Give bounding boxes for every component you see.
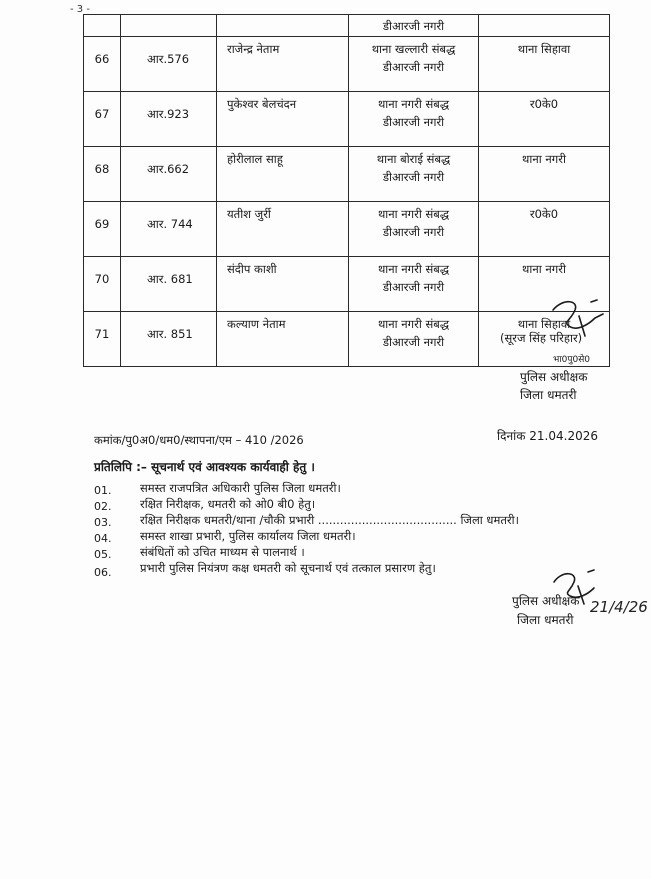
footer-designation: पुलिस अधीक्षक	[512, 594, 580, 608]
order-date: दिनांक 21.04.2026	[497, 429, 598, 443]
serial-cell	[84, 15, 121, 37]
copy-to-item-text: संबंधितों को उचित माध्यम से पालनार्थ ।	[140, 545, 305, 559]
from-line-2: डीआरजी नगरी	[382, 335, 445, 349]
from-line-2: डीआरजी नगरी	[382, 170, 445, 184]
copy-to-item-text: समस्त शाखा प्रभारी, पुलिस कार्यालय जिला धमतरी।	[140, 529, 356, 543]
table-row	[84, 257, 610, 312]
from-line-1: थाना खल्लारी संबद्ध	[371, 42, 456, 56]
footer-district: जिला धमतरी	[517, 613, 574, 627]
name-cell: राजेन्द्र नेताम	[217, 37, 349, 92]
to-cell: थाना नगरी	[479, 257, 610, 312]
copy-to-item-number: 02.	[94, 500, 112, 513]
number-cell: आर.923	[121, 92, 217, 147]
serial-cell: 67	[84, 92, 121, 147]
from-line-1: थाना नगरी संबद्ध	[377, 317, 450, 331]
signatory-district: जिला धमतरी	[520, 388, 577, 402]
order-number: कमांक/पु0अ0/धम0/स्थापना/एम – 410 /2026	[94, 433, 304, 447]
copy-to-item-text: प्रभारी पुलिस नियंत्रण कक्ष धमतरी को सूचनार्थ एवं तत्काल प्रसारण हेतु।	[140, 561, 436, 575]
table-row	[84, 37, 610, 92]
name-cell: होरीलाल साहू	[217, 147, 349, 202]
number-cell: आर. 851	[121, 312, 217, 367]
signatory-name: (सूरज सिंह परिहार)	[500, 331, 583, 345]
from-line-2: डीआरजी नगरी	[382, 225, 445, 239]
to-cell	[479, 15, 610, 37]
from-line-1: थाना नगरी संबद्ध	[377, 207, 450, 221]
from-line-1: थाना नगरी संबद्ध	[377, 97, 450, 111]
serial-cell: 69	[84, 202, 121, 257]
from-line-2: डीआरजी नगरी	[382, 280, 445, 294]
from-cell	[349, 37, 479, 92]
number-cell: आर. 681	[121, 257, 217, 312]
to-cell: थाना सिहावा	[479, 37, 610, 92]
from-cell	[349, 312, 479, 367]
copy-to-item-number: 01.	[94, 484, 112, 497]
to-cell: थाना नगरी	[479, 147, 610, 202]
number-cell: आर.662	[121, 147, 217, 202]
number-cell: आर. 744	[121, 202, 217, 257]
serial-cell: 68	[84, 147, 121, 202]
from-cell	[349, 92, 479, 147]
copy-to-item-number: 05.	[94, 548, 112, 561]
copy-to-item-number: 04.	[94, 532, 112, 545]
copy-to-item-number: 06.	[94, 566, 112, 579]
from-cell	[349, 147, 479, 202]
name-cell: कल्याण नेताम	[217, 312, 349, 367]
to-cell: थाना सिहावा	[479, 312, 610, 367]
table-row	[84, 202, 610, 257]
copy-to-item-text: समस्त राजपत्रित अधिकारी पुलिस जिला धमतरी।	[140, 481, 341, 495]
name-cell	[217, 15, 349, 37]
transfer-table	[83, 14, 610, 367]
name-cell: यतीश जुर्री	[217, 202, 349, 257]
serial-cell: 66	[84, 37, 121, 92]
name-cell: पुकेश्वर बेलचंदन	[217, 92, 349, 147]
serial-cell: 70	[84, 257, 121, 312]
copy-to-item-text: रक्षित निरीक्षक धमतरी/थाना /चौकी प्रभारी ...................................... जिला धमतरी।	[140, 513, 519, 527]
from-cell	[349, 202, 479, 257]
from-cell	[349, 257, 479, 312]
from-cell: डीआरजी नगरी	[349, 15, 479, 37]
number-cell: आर.576	[121, 37, 217, 92]
table-row-continued	[84, 15, 610, 37]
table-row	[84, 147, 610, 202]
from-line-2: डीआरजी नगरी	[382, 60, 445, 74]
from-line-1: थाना बोराई संबद्ध	[376, 152, 451, 166]
name-cell: संदीप काशी	[217, 257, 349, 312]
from-line-1: थाना नगरी संबद्ध	[377, 262, 450, 276]
to-cell: र0के0	[479, 202, 610, 257]
from-line-2: डीआरजी नगरी	[382, 115, 445, 129]
to-cell: र0के0	[479, 92, 610, 147]
number-cell	[121, 15, 217, 37]
serial-cell: 71	[84, 312, 121, 367]
signatory-designation: पुलिस अधीक्षक	[520, 370, 588, 384]
handwritten-date: 21/4/26	[590, 598, 648, 616]
signatory-rank: भा0पु0से0	[553, 355, 591, 365]
copy-to-item-text: रक्षित निरीक्षक, धमतरी को ओ0 बी0 हेतु।	[140, 497, 316, 511]
copy-to-heading: प्रतिलिपि :– सूचनार्थ एवं आवश्यक कार्यवाही हेतु ।	[94, 460, 315, 474]
table-row	[84, 92, 610, 147]
page-number: - 3 -	[70, 4, 90, 15]
copy-to-item-number: 03.	[94, 516, 112, 529]
